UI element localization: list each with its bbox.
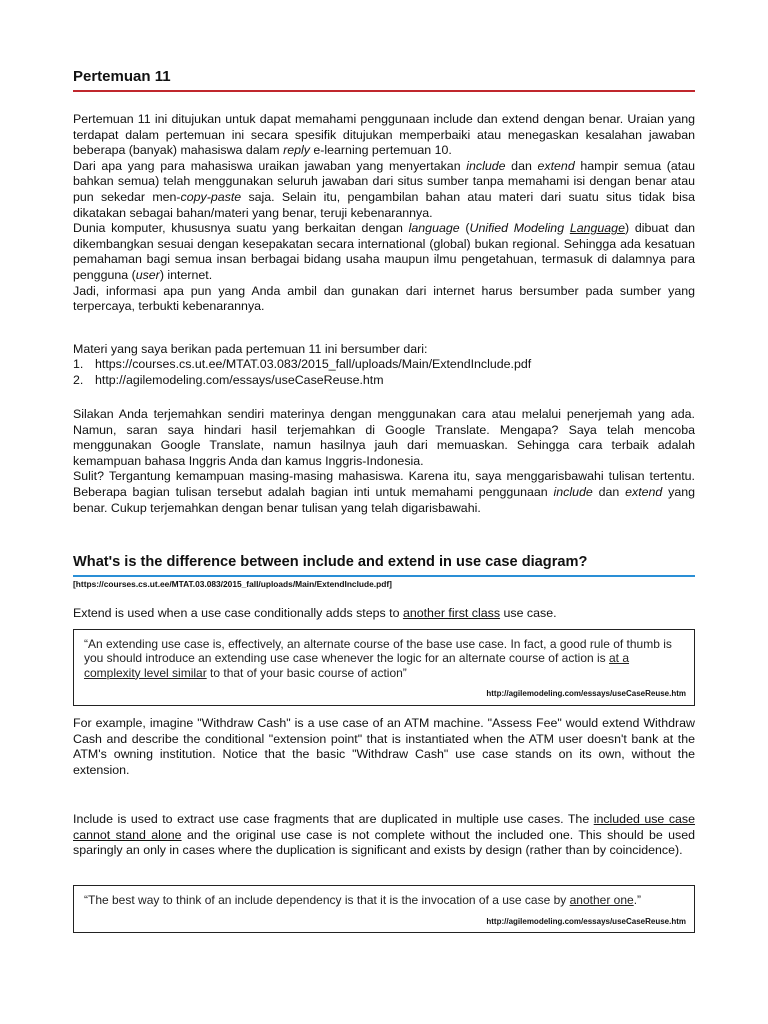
intro-paragraph-4: Jadi, informasi apa pun yang Anda ambil dan gunakan dari internet harus bersumber pada sumber yang terpercaya, terbukti kebenarannya. — [73, 283, 695, 314]
extend-definition: Extend is used when a use case conditionally adds steps to another first class use case. — [73, 606, 557, 620]
section-citation: [https://courses.cs.ut.ee/MTAT.03.083/2015_fall/uploads/Main/ExtendInclude.pdf] — [73, 579, 392, 589]
intro-section — [73, 112, 695, 315]
section-heading: What's is the difference between include and extend in use case diagram? — [73, 554, 588, 570]
source-link[interactable]: http://agilemodeling.com/essays/useCaseReuse.htm — [95, 372, 384, 387]
translation-paragraph-1: Silakan Anda terjemahkan sendiri materinya dengan menggunakan cara atau melalui penerjemah yang ada. Namun, saran saya hindari hasil terjemahkan di Google Translate. Mengapa? Saya telah mencoba menggunakan Google Translate, namun hasilnya jauh dari memuaskan. Sehingga cara terbaik adalah kemampuan bahasa Inggris Anda dan kamus Inggris-Indonesia. — [73, 407, 695, 468]
intro-paragraph-2: Dari apa yang para mahasiswa uraikan jawaban yang menyertakan include dan extend hampir semua (atau bahkan semua) telah menggunakan seluruh jawaban dari situs sumber tanpa memahami isi dengan benar atau pun sekedar men-copy-paste saja. Selain itu, pengambilan bahan atau materi dari suatu situs tidak bisa dikatakan sebagai bahan/materi yang benar, teruji kebenarannya. — [73, 158, 695, 220]
source-item[interactable]: 1. https://courses.cs.ut.ee/MTAT.03.083/2015_fall/uploads/Main/ExtendInclude.pdf — [73, 357, 532, 371]
include-quote-text: “The best way to think of an include dependency is that it is the invocation of a use case by another one.” — [84, 893, 642, 907]
extend-quote-text: “An extending use case is, effectively, an alternate course of the base use case. In fact, a good rule of thumb is you should introduce an extending use case whenever the logic for an alternate course of action is at a complexity level similar to that of your basic course of action” — [84, 637, 672, 680]
include-quote-source[interactable]: http://agilemodeling.com/essays/useCaseReuse.htm — [486, 917, 686, 926]
extend-quote-source[interactable]: http://agilemodeling.com/essays/useCaseReuse.htm — [486, 689, 686, 698]
translation-section — [73, 407, 695, 516]
sources-list — [73, 357, 695, 388]
intro-paragraph-3: Dunia komputer, khususnya suatu yang berkaitan dengan language (Unified Modeling Language) dibuat dan dikembangkan sesuai dengan kesepakatan secara international (global) bukan regional. Sehingga ada kesatuan pemahaman bagi semua insan berbagai bidang usaha maupun ilmu pengetahuan, termasuk di dalamnya para pengguna (user) internet. — [73, 221, 695, 282]
sources-lead: Materi yang saya berikan pada pertemuan 11 ini bersumber dari: — [73, 342, 428, 356]
intro-paragraph-1: Pertemuan 11 ini ditujukan untuk dapat memahami penggunaan include dan extend dengan benar. Uraian yang terdapat dalam pertemuan ini secara spesifik ditujukan memperbaiki atau menegaskan kesalahan jawaban beberapa (banyak) mahasiswa dalam reply e-learning pertemuan 10. — [73, 112, 695, 158]
source-link[interactable]: https://courses.cs.ut.ee/MTAT.03.083/2015_fall/uploads/Main/ExtendInclude.pdf — [95, 357, 532, 371]
extend-example: For example, imagine "Withdraw Cash" is a use case of an ATM machine. "Assess Fee" would extend Withdraw Cash and describe the conditional "extension point" that is instantiated when the ATM user doesn't bank at the ATM's owning institution. Notice that the basic "Withdraw Cash" use case stands on its own, without the extension. — [73, 716, 695, 777]
include-definition: Include is used to extract use case fragments that are duplicated in multiple use cases. The included use case cannot stand alone and the original use case is not complete without the included one. This should be used sparingly an only in cases where the duplication is significant and exists by design (rather than by coincidence). — [73, 812, 695, 858]
extend-quote-box — [73, 629, 695, 706]
page-title: Pertemuan 11 — [73, 68, 171, 85]
include-quote-box — [73, 885, 695, 933]
translation-paragraph-2: Sulit? Tergantung kemampuan masing-masing mahasiswa. Karena itu, saya menggarisbawahi tulisan tertentu. Beberapa bagian tulisan tersebut adalah bagian inti untuk memahami penggunaan include dan extend yang benar. Cukup terjemahkan dengan benar tulisan yang telah digarisbawahi. — [73, 469, 696, 515]
source-item[interactable]: 2. http://agilemodeling.com/essays/useCaseReuse.htm — [73, 372, 384, 387]
title-divider — [73, 90, 695, 92]
section-divider — [73, 575, 695, 577]
